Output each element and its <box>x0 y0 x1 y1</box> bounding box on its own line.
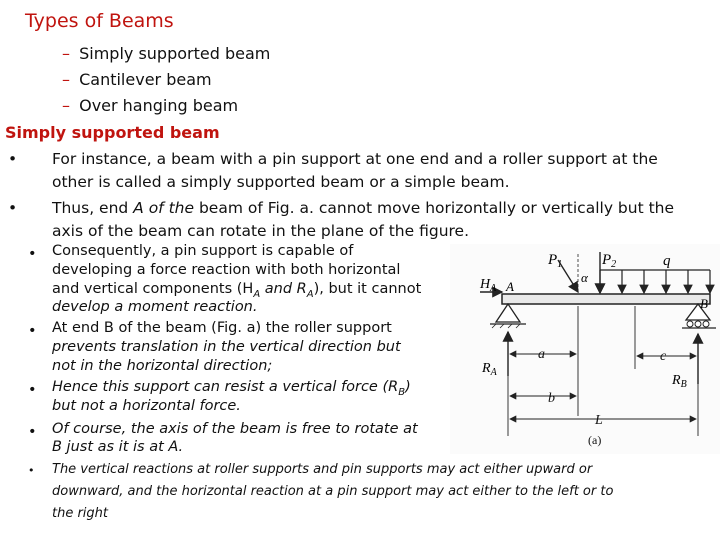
load-p2-label: $P_2$ <box>602 252 617 270</box>
end-b-label: B <box>700 296 708 311</box>
bullet-marker: • <box>28 424 37 440</box>
page-title: Types of Beams <box>25 10 174 32</box>
reaction-rb-label: $R_B$ <box>672 373 687 390</box>
load-q-label: q <box>663 253 671 269</box>
bullet-text: but not a horizontal force. <box>52 398 241 414</box>
bullet-text: other is called a simply supported beam or a simple beam. <box>52 173 510 191</box>
bullet-text: axis of the beam can rotate in the plane of the figure. <box>52 222 470 240</box>
bullet-marker: • <box>28 382 37 398</box>
reaction-ra-label: $R_A$ <box>482 361 497 378</box>
bullet-text: and vertical components ($H_A$ and $R_A$), but it cannot <box>52 281 422 300</box>
angle-alpha-label: α <box>581 270 588 285</box>
bullet-marker: • <box>28 323 37 339</box>
beam-figure <box>450 244 720 454</box>
section-heading: Simply supported beam <box>5 123 220 142</box>
figure-caption: (a) <box>588 433 602 447</box>
reaction-ha-label: $H_A$ <box>480 277 497 294</box>
bullet-marker: • <box>28 246 37 262</box>
load-p1-label: $P_1$ <box>548 252 563 270</box>
end-a-label: A <box>506 279 514 294</box>
dimension-a-label: a <box>538 347 545 362</box>
dimension-c-label: c <box>660 349 667 364</box>
dimension-l-label: L <box>595 413 603 428</box>
beam-body <box>502 294 710 304</box>
bullet-text: prevents translation in the vertical direction but <box>52 339 401 355</box>
bullet-text: not in the horizontal direction; <box>52 358 273 374</box>
bullet-text: B just as it is at A. <box>52 439 184 455</box>
type-item: – Cantilever beam <box>62 70 212 89</box>
bullet-text: develop a moment reaction. <box>52 299 258 315</box>
bullet-marker: • <box>28 464 35 477</box>
bullet-text: developing a force reaction with both horizontal <box>52 262 401 278</box>
bullet-marker: • <box>8 150 18 168</box>
type-item: – Over hanging beam <box>62 96 239 115</box>
dimension-b-label: b <box>548 391 555 406</box>
bullet-marker: • <box>8 199 18 217</box>
bullet-text: downward, and the horizontal reaction at a pin support may act either to the left or to <box>52 484 614 499</box>
bullet-text: the right <box>52 506 109 521</box>
type-item: – Simply supported beam <box>62 44 271 63</box>
